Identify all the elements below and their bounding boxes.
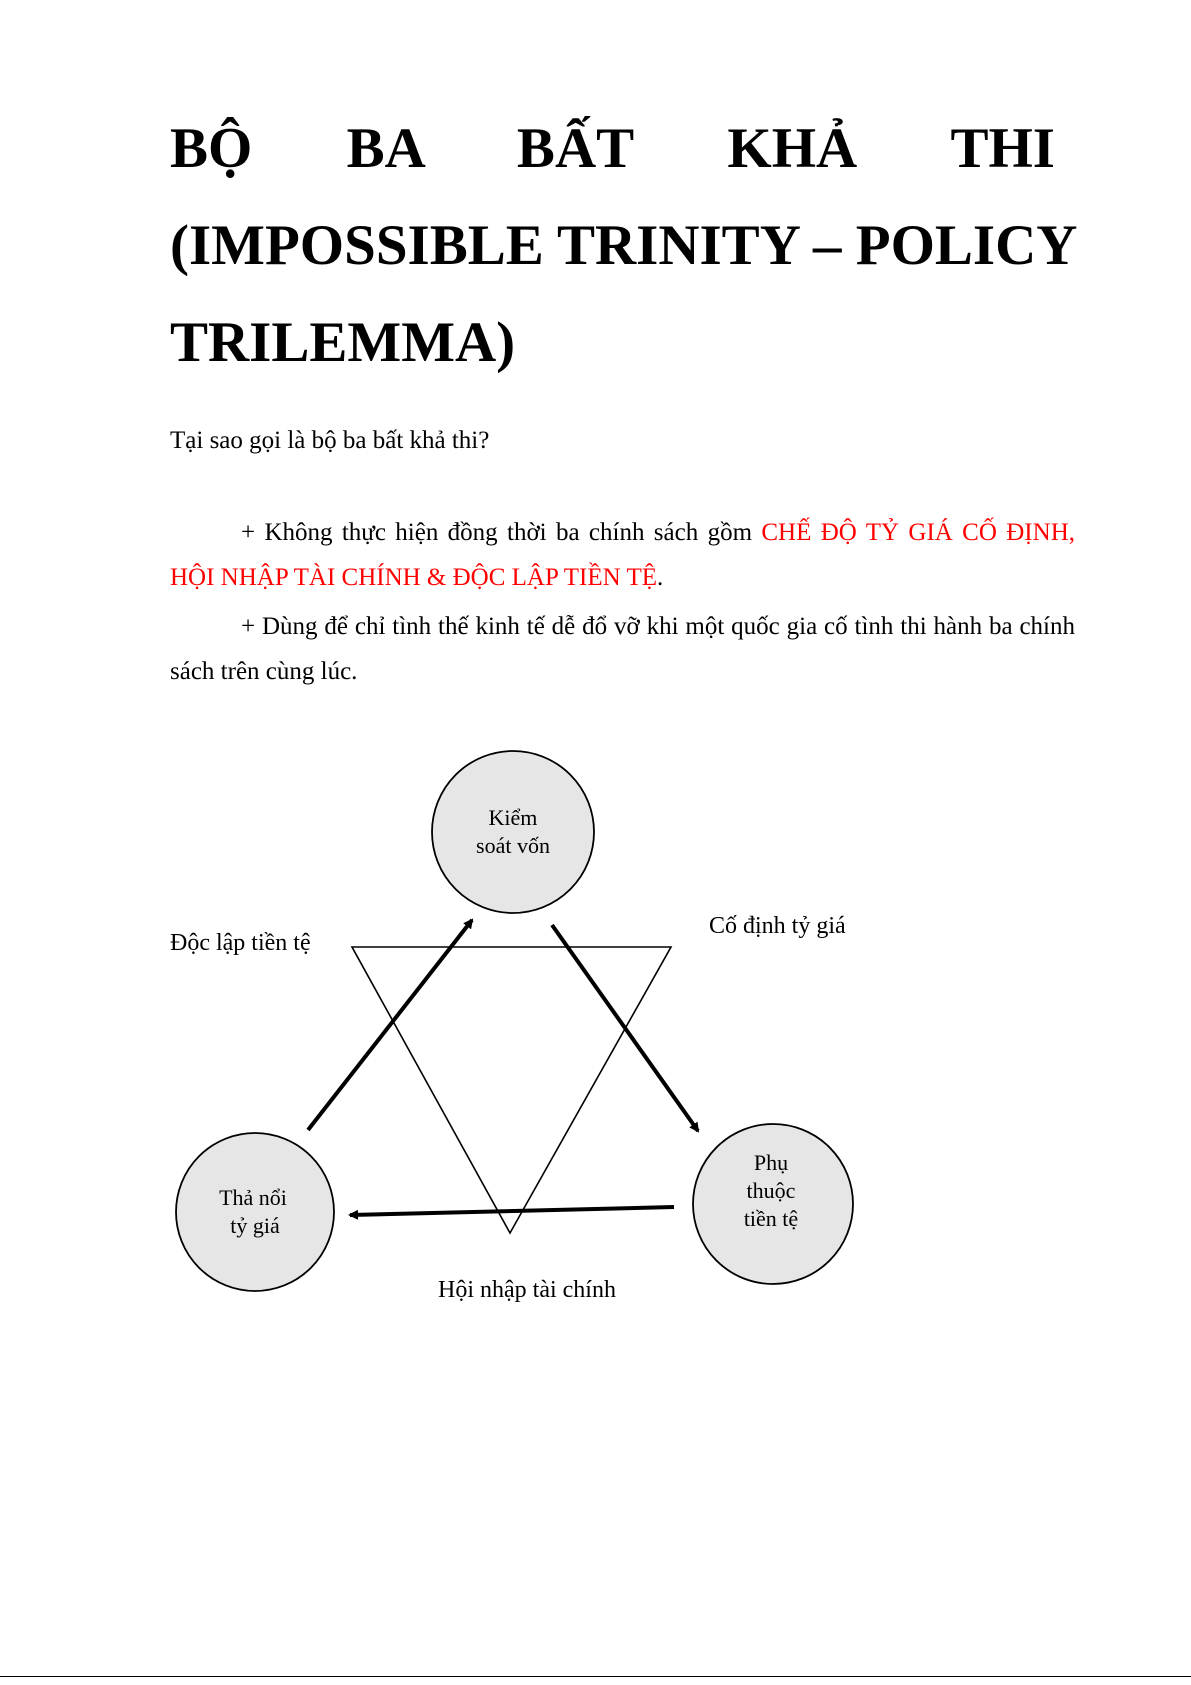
circle-right [693, 1124, 853, 1284]
arrow-left-to-top [308, 920, 472, 1130]
label-fixed-exchange-rate: Cố định tỷ giá [709, 913, 846, 939]
inverted-triangle [352, 947, 671, 1233]
arrow-right-to-left [350, 1207, 674, 1215]
arrow-top-to-right [552, 925, 698, 1131]
circle-right-line-3: tiền tệ [743, 1206, 799, 1231]
circle-left-line-1: Thả nổi [219, 1185, 287, 1210]
point-1-prefix: + Không thực hiện đồng thời ba chính sách gồm [241, 519, 762, 546]
point-2: + Dùng để chỉ tình thế kinh tế dễ đổ vỡ khi một quốc gia cố tình thi hành ba chính sách trên cùng lúc. [170, 613, 1075, 685]
circle-top-line-2: soát vốn [476, 833, 550, 858]
circle-left-line-2: tỷ giá [230, 1213, 280, 1238]
label-financial-integration: Hội nhập tài chính [438, 1277, 616, 1303]
circle-left [176, 1133, 334, 1291]
point-1-highlight: CHẾ ĐỘ TỶ GIÁ CỐ ĐỊNH, HỘI NHẬP TÀI CHÍNH & ĐỘC LẬP TIỀN TỆ [170, 519, 1075, 591]
circle-top-line-1: Kiểm [488, 805, 538, 830]
footer-divider [0, 1676, 1191, 1677]
title-line-3: TRILEMMA) [170, 311, 516, 374]
title-line-1: BỘ BA BẤT KHẢ THI [170, 117, 1055, 180]
circle-right-line-2: thuộc [746, 1178, 796, 1203]
circle-top [432, 751, 594, 913]
point-1-suffix: . [657, 564, 664, 591]
title-line-2: (IMPOSSIBLE TRINITY – POLICY [170, 214, 1078, 277]
label-monetary-independence: Độc lập tiền tệ [170, 930, 311, 956]
question-text: Tại sao gọi là bộ ba bất khả thi? [170, 427, 490, 454]
circle-right-line-1: Phụ [753, 1150, 789, 1175]
